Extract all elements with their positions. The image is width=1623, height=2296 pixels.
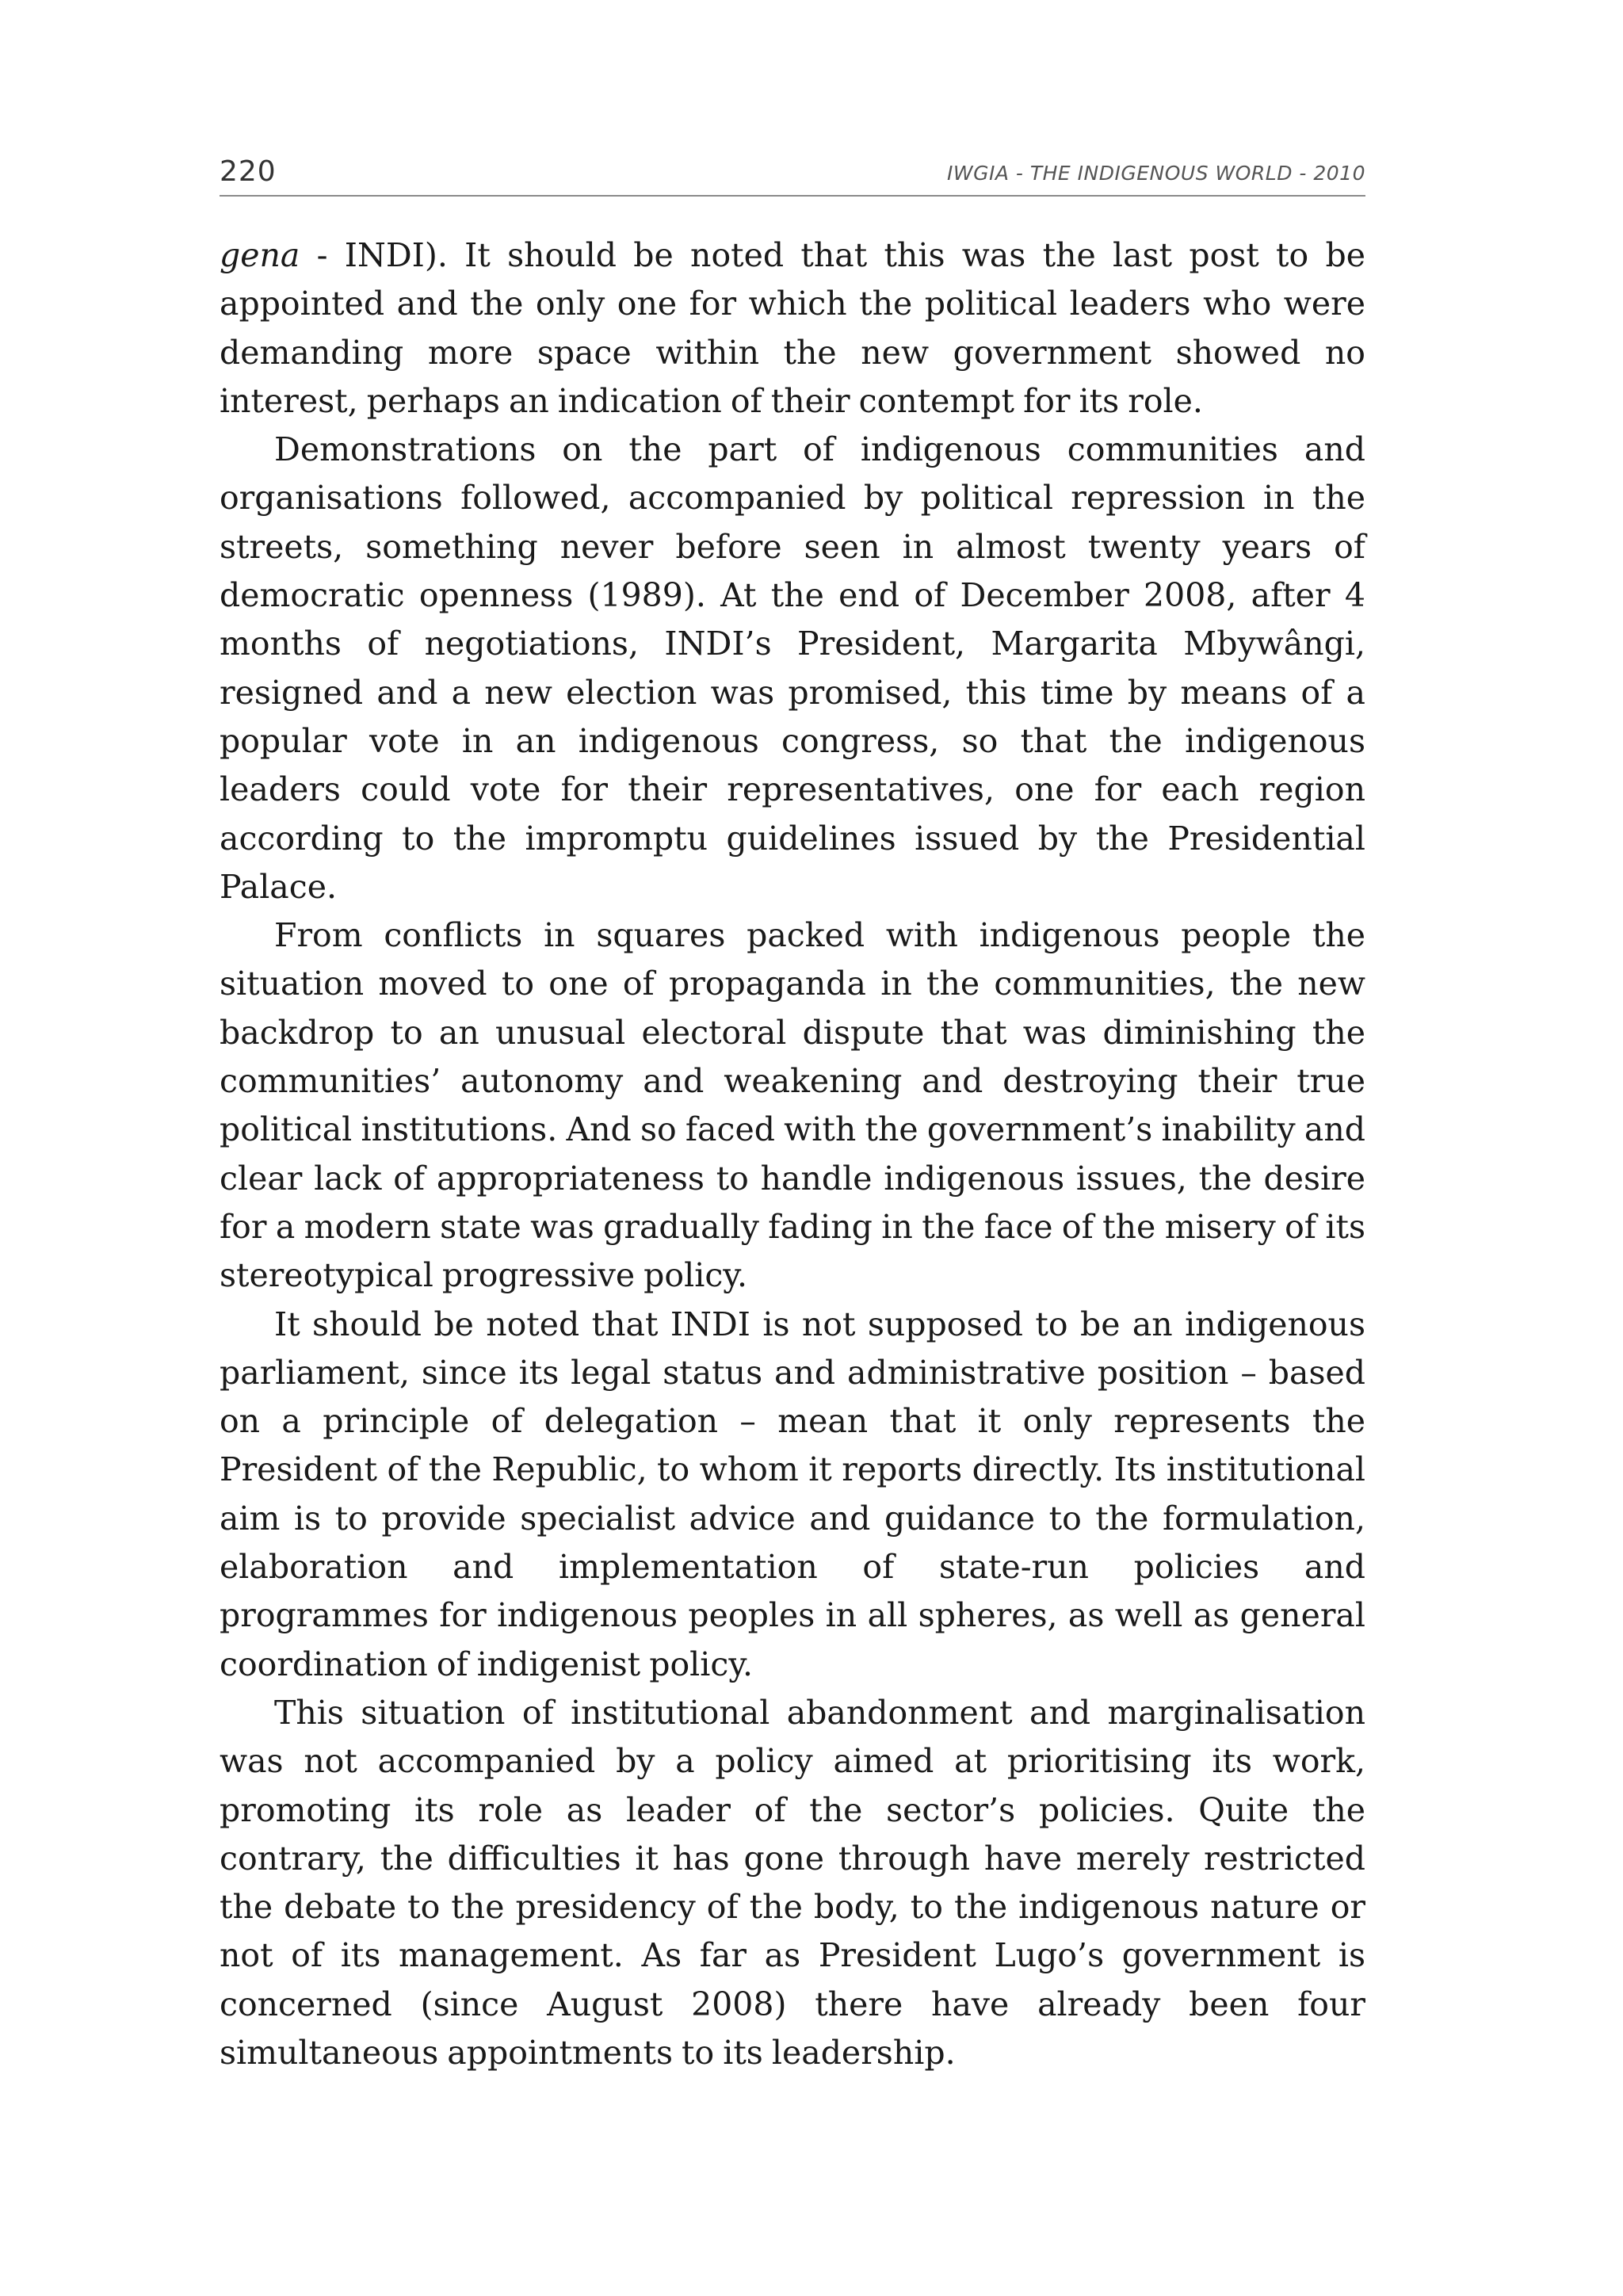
paragraph-1-text: - INDI). It should be noted that this was the last post to be appointed and the only one for which the political leaders who were demanding more space within the new government showed no interest, perhaps an indication of their contempt for its role. xyxy=(220,236,1365,420)
paragraph-5: This situation of institutional abandonment and marginalisation was not accompanied by a policy aimed at prioritising its work, promoting its role as leader of the sector’s policies. Quite the contrary, the difficulties it has gone through have merely restricted the debate to the presidency of the body, to the indigenous nature or not of its management. As far as President Lugo’s government is concerned (since August 2008) there have already been four simultaneous appointments to its leadership. xyxy=(220,1693,1365,2072)
paragraph-1 xyxy=(220,231,1365,426)
paragraph-1-italic-lead: gena xyxy=(220,236,300,274)
page-number: 220 xyxy=(220,155,277,188)
article-body xyxy=(220,231,1365,2077)
running-header xyxy=(220,155,1365,197)
paragraph-4: It should be noted that INDI is not supposed to be an indigenous parliament, since its legal status and administrative position – based on a principle of delegation – mean that it only represents the President of the Republic, to whom it reports directly. Its institutional aim is to provide specialist advice and guidance to the formulation, elaboration and implementation of state-run policies and programmes for indigenous peoples in all spheres, as well as general coordination of indigenist policy. xyxy=(220,1305,1365,1683)
paragraph-2: Demonstrations on the part of indigenous communities and organisations followed, accompanied by political repression in the streets, something never before seen in almost twenty years of democratic openness (1989). At the end of December 2008, after 4 months of negotiations, INDI’s President, Margarita Mbywângi, resigned and a new election was promised, this time by means of a popular vote in an indigenous congress, so that the indigenous leaders could vote for their representatives, one for each region according to the impromptu guidelines issued by the Presidential Palace. xyxy=(220,430,1365,906)
journal-title: IWGIA - THE INDIGENOUS WORLD - 2010 xyxy=(946,162,1365,185)
paragraph-3: From conflicts in squares packed with indigenous people the situation moved to one of propaganda in the communities, the new backdrop to an unusual electoral dispute that was diminishing the communities’ autonomy and weakening and destroying their true political institutions. And so faced with the government’s inability and clear lack of appropriateness to handle indigenous issues, the desire for a modern state was gradually fading in the face of the misery of its stereotypical progressive policy. xyxy=(220,916,1365,1295)
